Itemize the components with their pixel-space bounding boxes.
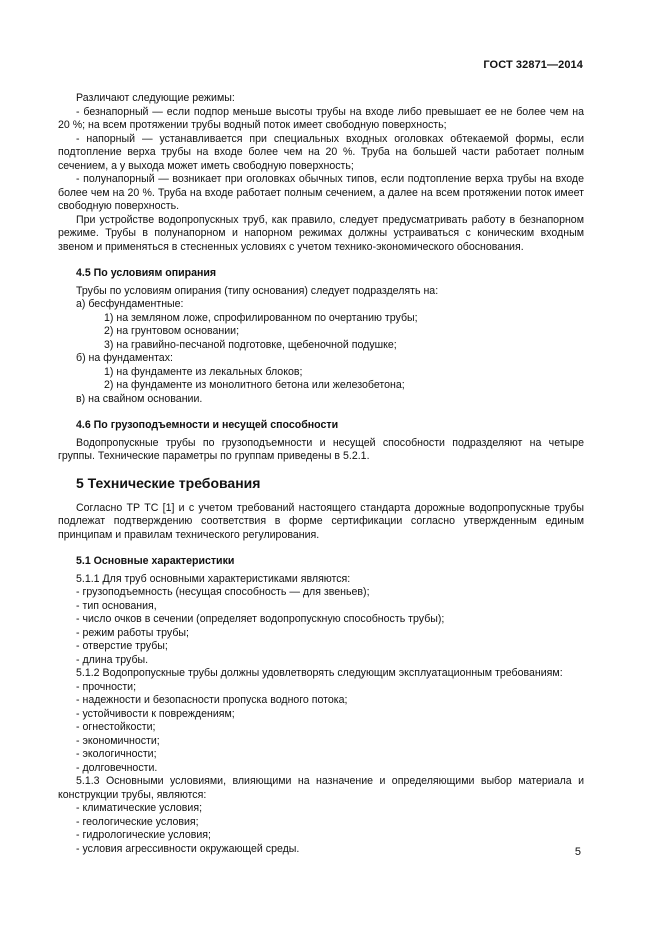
section-4-6-text: Водопропускные трубы по грузоподъемности и несущей способности подразделяют на четыре группы. Технические параметры по группам приведены в 5.2.1. — [58, 436, 584, 462]
clause-5-1-3: 5.1.3 Основными условиями, влияющими на назначение и определяющими выбор материала и конструкции трубы, являются: — [58, 775, 584, 801]
list-item: - долговечности. — [76, 761, 158, 774]
list-subitem: 1) на земляном ложе, спрофилированном по очертанию трубы; — [104, 311, 418, 324]
section-5-text: Согласно ТР ТС [1] и с учетом требований настоящего стандарта дорожные водопропускные трубы подлежат подтверждению соответствия в форме сертификации согласно утвержденным единым принципам и правилам технического регулирования. — [58, 501, 584, 541]
list-item: - экологичности; — [76, 748, 157, 760]
list-item: - число очков в сечении (определяет водопропускную способность трубы); — [76, 613, 445, 625]
clause-5-1-2: 5.1.2 Водопропускные трубы должны удовлетворять следующим эксплуатационным требованиям: — [76, 667, 563, 679]
list-item: - условия агрессивности окружающей среды. — [76, 842, 300, 855]
mode-item: - безнапорный — если подпор меньше высоты трубы на входе либо превышает ее не более чем на 20 %; на всем протяжении трубы водный поток имеет свободную поверхность; — [58, 105, 584, 131]
section-5-1-title: 5.1 Основные характеристики — [76, 555, 235, 567]
page-content — [58, 92, 584, 856]
list-item: - отверстие трубы; — [76, 640, 168, 652]
list-subitem: 1) на фундаменте из лекальных блоков; — [104, 365, 303, 378]
list-item: - климатические условия; — [76, 802, 203, 814]
page-number: 5 — [574, 846, 581, 858]
list-item: - тип основания, — [76, 599, 157, 612]
list-item: - грузоподъемность (несущая способность — для звеньев); — [76, 586, 370, 598]
list-item: - устойчивости к повреждениям; — [76, 707, 235, 720]
modes-note: При устройстве водопропускных труб, как правило, следует предусматривать работу в безнапорном режиме. Трубы в полунапорном и напорном режимах должны устраиваться с коническим входным звеном и применяться в стесненных условиях с учетом технико-экономического обоснования. — [58, 213, 584, 253]
mode-item: - полунапорный — возникает при оголовках обычных типов, если подтопление верха трубы на входе более чем на 20 %. Труба на входе работает полным сечением, а далее на всем протяжении поток имеет свободную поверхность. — [58, 173, 584, 212]
section-4-5-title: 4.5 По условиям опирания — [76, 267, 217, 279]
mode-item: - напорный — устанавливается при специальных входных оголовках обтекаемой формы, если подтопление верха трубы на входе более чем на 20 %. Труба на большей части работает полным сечением, а у выхода может иметь свободную поверхность; — [58, 132, 584, 172]
list-subitem: 2) на грунтовом основании; — [104, 325, 240, 337]
list-item: - длина трубы. — [76, 653, 149, 666]
list-item-a: а) бесфундаментные: — [76, 298, 184, 310]
list-item-b: б) на фундаментах: — [76, 352, 173, 364]
section-5-title: 5 Технические требования — [76, 474, 261, 491]
standard-header: ГОСТ 32871—2014 — [483, 59, 583, 71]
clause-5-1-1: 5.1.1 Для труб основными характеристиками являются: — [76, 572, 351, 585]
section-4-5-lead: Трубы по условиям опирания (типу основания) следует подразделять на: — [76, 284, 439, 297]
section-4-6-title: 4.6 По грузоподъемности и несущей способности — [76, 419, 339, 431]
list-item: - огнестойкости; — [76, 721, 156, 733]
list-item-c: в) на свайном основании. — [76, 392, 203, 405]
list-subitem: 3) на гравийно-песчаной подготовке, щебеночной подушке; — [104, 338, 397, 351]
list-subitem: 2) на фундаменте из монолитного бетона или железобетона; — [104, 379, 405, 391]
list-item: - экономичности; — [76, 734, 160, 747]
list-item: - режим работы трубы; — [76, 626, 189, 639]
list-item: - геологические условия; — [76, 815, 199, 828]
modes-lead: Различают следующие режимы: — [76, 92, 235, 104]
list-item: - гидрологические условия; — [76, 829, 211, 841]
list-item: - прочности; — [76, 680, 137, 693]
list-item: - надежности и безопасности пропуска водного потока; — [76, 694, 348, 706]
